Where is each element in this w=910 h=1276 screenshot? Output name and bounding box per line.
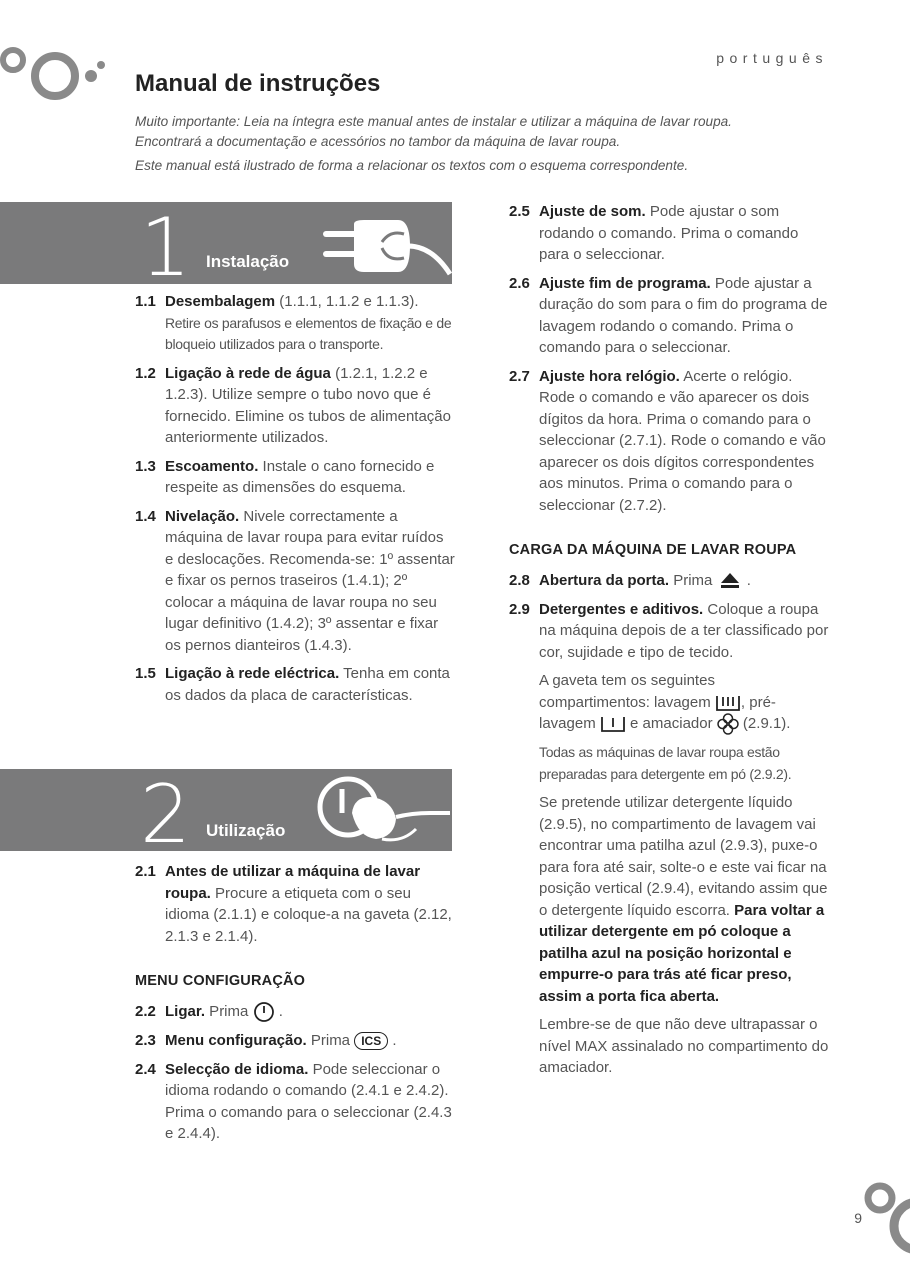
item-number: 2.2 xyxy=(135,1003,156,1020)
item-ref: (1.1.1, 1.1.2 e 1.1.3). xyxy=(275,293,419,310)
item-text: Procure a etiqueta com o seu idioma (2.1.1) e coloque-a na gaveta (2.12, 2.1.3 e 2.1.4). xyxy=(165,884,452,945)
power-button-icon xyxy=(253,1001,275,1023)
section-2-label: Utilização xyxy=(206,821,286,840)
prewash-icon xyxy=(600,714,626,734)
door-open-icon xyxy=(717,571,743,591)
item-number: 1.4 xyxy=(135,507,156,525)
item-title: Ligação à rede de água xyxy=(165,364,331,382)
item-1-3 xyxy=(135,456,455,499)
item-2-5 xyxy=(509,201,829,266)
item-number: 2.4 xyxy=(135,1060,156,1078)
language-label: português xyxy=(716,50,828,66)
item-title: Ajuste de som. xyxy=(539,203,646,220)
item-text: Tenha em conta os dados da placa de características. xyxy=(165,665,450,704)
carga-heading: CARGA DA MÁQUINA DE LAVAR ROUPA xyxy=(509,542,797,558)
liquido-bold-text: Para voltar a utilizar detergente em pó coloque a patilha azul na posição horizontal e empurre-o para trás até ficar preso, assim a porta fica aberta. xyxy=(539,901,825,1005)
item-text: Acerte o relógio. Rode o comando e vão aparecer os dois dígitos da hora. Prima o comando para o seleccionar (2.7.1). Rode o comando e vão aparecer os dois dígitos correspondentes aos minutos. Prima o comando para o seleccionar (2.7.2). xyxy=(539,367,826,514)
item-title: Antes de utilizar a máquina de lavar roupa. xyxy=(165,863,421,902)
intro-line-3: Este manual está ilustrado de forma a relacionar os textos com o esquema correspondente. xyxy=(135,158,689,173)
item-title: Menu configuração. xyxy=(165,1032,307,1050)
plug-icon xyxy=(320,212,452,284)
item-title: Ligação à rede eléctrica. xyxy=(165,665,340,682)
item-number: 2.1 xyxy=(135,863,156,880)
item-1-1 xyxy=(135,291,455,356)
item-text: Prima xyxy=(669,572,713,589)
item-2-2 xyxy=(135,1001,455,1023)
softener-flower-icon xyxy=(717,713,739,735)
page-title: Manual de instruções xyxy=(135,70,381,97)
liquido-text: Se pretende utilizar detergente líquido (2.9.5), no compartimento de lavagem vai encontrar uma patilha azul (2.9.3), puxe-o para fora até sair, solte-o e este vai ficar na posição vertical (2.9.4), evitando assim que o detergente líquido escorra. xyxy=(539,794,828,919)
item-text: Pode ajustar o som rodando o comando. Prima o comando para o seleccionar. xyxy=(539,203,799,263)
section-1-label: Instalação xyxy=(206,252,290,271)
gaveta-paragraph xyxy=(509,670,829,735)
item-end: . xyxy=(742,572,751,589)
item-number: 2.9 xyxy=(509,600,530,618)
item-2-6 xyxy=(509,273,829,359)
item-number: 2.8 xyxy=(509,572,530,589)
item-title: Abertura da porta. xyxy=(539,572,670,589)
item-title: Detergentes e aditivos. xyxy=(539,600,704,618)
item-2-4 xyxy=(135,1059,455,1145)
item-1-4 xyxy=(135,506,455,657)
section-2-list xyxy=(135,861,455,1152)
item-end: . xyxy=(388,1032,397,1050)
intro-text xyxy=(135,112,825,152)
item-title: Ligar. xyxy=(165,1003,206,1020)
item-number: 1.1 xyxy=(135,293,156,310)
section-1-number: 1 xyxy=(140,201,191,294)
item-2-9 xyxy=(509,599,829,664)
item-number: 2.3 xyxy=(135,1032,156,1050)
page-number: 9 xyxy=(854,1210,862,1226)
item-number: 2.6 xyxy=(509,274,530,292)
brand-circles-logo xyxy=(0,38,110,113)
item-2-1 xyxy=(135,861,455,947)
finger-press-icon xyxy=(312,773,452,851)
item-number: 1.2 xyxy=(135,364,156,382)
section-2-band xyxy=(0,768,452,861)
item-title: Selecção de idioma. xyxy=(165,1060,309,1078)
max-paragraph: Lembre-se de que não deve ultrapassar o nível MAX assinalado no compartimento do amaciador. xyxy=(539,1016,829,1077)
item-title: Desembalagem xyxy=(165,293,276,310)
item-text: Pode ajustar a duração do som para o fim do programa de lavagem rodando o comando. Prima o comando para o seleccionar. xyxy=(539,274,828,356)
item-1-5 xyxy=(135,663,455,706)
item-title: Escoamento. xyxy=(165,457,259,475)
right-column xyxy=(509,201,829,1086)
item-number: 2.5 xyxy=(509,203,530,220)
liquido-paragraph xyxy=(509,792,829,1007)
item-title: Ajuste hora relógio. xyxy=(539,367,680,385)
menu-configuracao-heading: MENU CONFIGURAÇÃO xyxy=(135,973,306,989)
gaveta-text-d: (2.9.1). xyxy=(738,715,791,732)
item-2-7 xyxy=(509,366,829,517)
item-text: Prima xyxy=(306,1032,351,1050)
gaveta-text-b: , pré-lavagem xyxy=(539,693,776,732)
item-text: (1.2.1, 1.2.2 e 1.2.3). Utilize sempre o tubo novo que é fornecido. Elimine os tubos de alimentação anteriormente utilizados. xyxy=(165,364,451,446)
item-end: . xyxy=(274,1003,283,1020)
section-2-number: 2 xyxy=(140,768,191,861)
po-paragraph: Todas as máquinas de lavar roupa estão preparadas para detergente em pó (2.9.2). xyxy=(539,744,792,782)
item-number: 2.7 xyxy=(509,367,530,385)
item-number: 1.3 xyxy=(135,457,156,475)
item-text: Retire os parafusos e elementos de fixação e de bloqueio utilizados para o transporte. xyxy=(165,314,452,352)
section-1-band xyxy=(0,201,452,294)
intro-line-1: Muito importante: Leia na íntegra este manual antes de instalar e utilizar a máquina de lavar roupa. xyxy=(135,114,732,129)
item-text: Nivele correctamente a máquina de lavar roupa para evitar ruídos e deslocações. Recomenda-se: 1º assentar e fixar os pernos traseiros (1.4.1); 2º colocar a máquina de lavar roupa no seu lugar definitivo (1.4.2); 3º assentar e fixar os pernos dianteiros (1.4.3). xyxy=(165,507,455,654)
item-text: Instale o cano fornecido e respeite as dimensões do esquema. xyxy=(165,457,435,496)
footer-circles-logo xyxy=(860,1180,910,1276)
item-text: Prima xyxy=(205,1003,249,1020)
ics-button-icon: ICS xyxy=(354,1032,388,1050)
item-title: Nivelação. xyxy=(165,507,240,525)
item-text: Pode seleccionar o idioma rodando o comando (2.4.1 e 2.4.2). Prima o comando para o seleccionar (2.4.3 e 2.4.4). xyxy=(165,1060,452,1143)
gaveta-text-c: e amaciador xyxy=(625,715,713,732)
item-1-2 xyxy=(135,363,455,449)
main-wash-icon xyxy=(715,693,741,713)
item-2-3 xyxy=(135,1030,455,1052)
item-number: 1.5 xyxy=(135,665,156,682)
item-2-8 xyxy=(509,570,829,592)
intro-line-2: Encontrará a documentação e acessórios no tambor da máquina de lavar roupa. xyxy=(135,134,621,149)
gaveta-text-a: A gaveta tem os seguintes compartimentos: lavagem xyxy=(539,672,715,711)
section-1-list xyxy=(135,291,455,713)
item-title: Ajuste fim de programa. xyxy=(539,274,711,292)
item-text: Coloque a roupa na máquina depois de a ter classificado por cor, sujidade e tipo de tecido. xyxy=(539,600,829,661)
